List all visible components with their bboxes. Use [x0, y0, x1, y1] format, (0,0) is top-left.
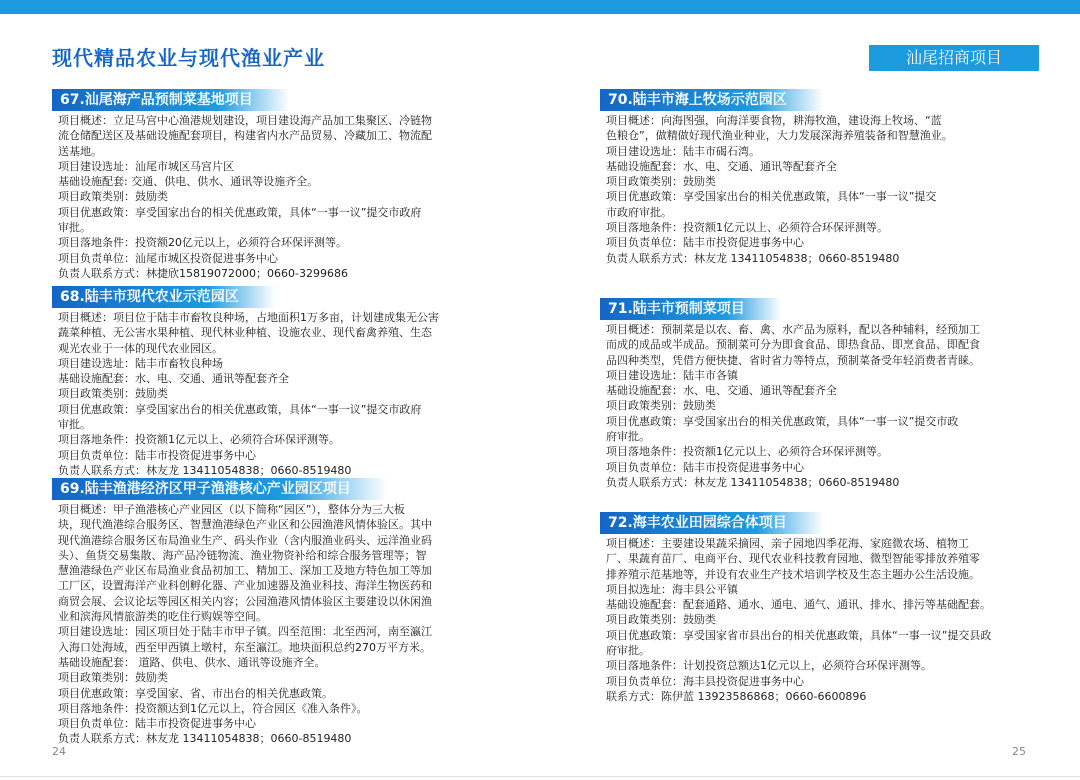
- section-line: 项目政策类别：鼓励类: [606, 399, 716, 413]
- section-line: 厂、果蔬育苗厂、电商平台、现代农业科技教育园地、微型智能零排放养殖零: [606, 552, 980, 566]
- section-heading: 71.陆丰市预制菜项目: [600, 298, 781, 320]
- section-line: 项目建设选址：园区项目处于陆丰市甲子镇。四至范围：北至西河，南至瀛江: [58, 625, 432, 639]
- section-line: 项目负责单位：陆丰市投资促进事务中心: [606, 460, 804, 474]
- section-body: [52, 113, 522, 281]
- section-line: 观光农业于一体的现代农业园区。: [58, 341, 223, 355]
- section-line: 蔬菜种植、无公害水果种植、现代林业种植、设施农业、现代畜禽养殖、生态: [58, 326, 432, 340]
- section-line: 流仓储配送区及基础设施配套项目，构建省内水产品贸易、冷藏加工、物流配: [58, 129, 432, 143]
- section-line: 项目优惠政策：享受国家省市县出台的相关优惠政策，具体“一事一议”提交县政: [606, 628, 992, 642]
- section-line: 府审批。: [606, 644, 650, 658]
- section-line: 联系方式：陈伊蓝 13923586868；0660-6600896: [606, 689, 867, 703]
- section-line: 项目政策类别：鼓励类: [606, 175, 716, 189]
- section-line: 项目建设选址：陆丰市各镇: [606, 368, 738, 382]
- section-line: 项目负责单位：陆丰市投资促进事务中心: [606, 236, 804, 250]
- section-line: 排养殖示范基地等，并设有农业生产技术培训学校及生态主题办公生活设施。: [606, 567, 980, 581]
- section-line: 府审批。: [606, 430, 650, 444]
- section-line: 项目优惠政策：享受国家出台的相关优惠政策，具体“一事一议”提交市政府: [58, 205, 422, 219]
- section-line: 项目概述：甲子渔港核心产业园区（以下简称“园区”），整体分为三大板: [58, 503, 405, 516]
- section-heading: 72.海丰农业田园综合体项目: [600, 512, 823, 534]
- section-line: 项目优惠政策：享受国家出台的相关优惠政策，具体“一事一议”提交市政: [606, 414, 959, 428]
- section-line: 基础设施配套： 道路、供电、供水、通讯等设施齐全。: [58, 655, 326, 669]
- section-line: 负责人联系方式：林捷欣15819072000；0660-3299686: [58, 266, 348, 280]
- section-line: 负责人联系方式：林友龙 13411054838；0660-8519480: [606, 251, 900, 265]
- section-line: 慧渔港绿色产业区布局渔业食品初加工、精加工、深加工及地方特色加工等加: [58, 564, 432, 578]
- section-line: 负责人联系方式：林友龙 13411054838；0660-8519480: [58, 732, 352, 746]
- section-line: 项目政策类别：鼓励类: [58, 671, 168, 685]
- bottom-divider: [0, 776, 1080, 777]
- section-line: 业和滨海风情旅游类的吃住行购娱等空间。: [58, 610, 267, 624]
- section-line: 项目建设选址：陆丰市畜牧良种场: [58, 356, 223, 370]
- section-body: [52, 310, 522, 478]
- section-line: 送基地。: [58, 144, 102, 158]
- section-line: 项目概述：向海图强，向海洋要食物，耕海牧渔，建设海上牧场、“蓝: [606, 114, 942, 127]
- section-line: 项目负责单位：海丰县投资促进事务中心: [606, 674, 804, 688]
- section-line: 项目优惠政策：享受国家、省、市出台的相关优惠政策。: [58, 686, 333, 700]
- section-body: [600, 322, 1040, 490]
- section-line: 项目建设选址：汕尾市城区马宫片区: [58, 159, 234, 173]
- section-line: 负责人联系方式：林友龙 13411054838；0660-8519480: [606, 475, 900, 489]
- section-line: 项目政策类别：鼓励类: [58, 387, 168, 401]
- section-line: 审批。: [58, 418, 91, 432]
- section-line: 项目落地条件：投资额20亿元以上，必须符合环保评测等。: [58, 236, 347, 250]
- section-line: 品四种类型，凭借方便快捷、省时省力等特点，预制菜备受年轻消费者青睐。: [606, 353, 980, 367]
- section-body: [52, 502, 522, 747]
- section-line: 项目优惠政策：享受国家出台的相关优惠政策，具体“一事一议”提交市政府: [58, 402, 422, 416]
- section-line: 而成的成品或半成品。预制菜可分为即食食品、即热食品、即烹食品、即配食: [606, 338, 980, 352]
- top-accent-bar: [0, 0, 1080, 14]
- project-section: [52, 89, 522, 281]
- section-heading: 68.陆丰市现代农业示范园区: [52, 286, 275, 308]
- section-body: [600, 113, 1040, 266]
- section-line: 项目拟选址：海丰县公平镇: [606, 582, 738, 596]
- page-title: 现代精品农业与现代渔业产业: [52, 46, 325, 70]
- section-line: 色粮仓”，做精做好现代渔业种业，大力发展深海养殖装备和智慧渔业。: [606, 129, 953, 143]
- section-line: 基础设施配套: 交通、供电、供水、通讯等设施齐全。: [58, 175, 319, 189]
- page-number: 24: [52, 745, 66, 758]
- project-section: [600, 512, 1040, 704]
- section-body: [600, 536, 1040, 704]
- section-line: 项目概述：主要建设果蔬采摘园、亲子园地四季花海、家庭微农场、植物工: [606, 537, 969, 550]
- section-line: 项目负责单位：汕尾市城区投资促进事务中心: [58, 251, 278, 265]
- section-line: 头）、鱼货交易集散、海产品冷链物流、渔业物资补给和综合服务管理等；智: [58, 548, 427, 562]
- project-section: [52, 286, 522, 478]
- project-section: [600, 298, 1040, 490]
- section-line: 项目落地条件：投资额1亿元以上、必须符合环保评测等。: [58, 433, 340, 447]
- section-line: 项目落地条件：投资额达到1亿元以上，符合园区《准入条件》。: [58, 701, 368, 715]
- section-line: 市政府审批。: [606, 205, 672, 219]
- project-section: [52, 478, 522, 747]
- section-line: 负责人联系方式：林友龙 13411054838；0660-8519480: [58, 463, 352, 477]
- section-line: 现代渔港综合服务区布局渔业生产、码头作业（含内服渔业码头、远洋渔业码: [58, 533, 432, 547]
- section-line: 项目概述：立足马宫中心渔港规划建设，项目建设海产品加工集聚区、冷链物: [58, 114, 432, 127]
- section-line: 审批。: [58, 221, 91, 235]
- project-section: [600, 89, 1040, 266]
- section-line: 项目政策类别：鼓励类: [606, 613, 716, 627]
- section-heading: 69.陆丰渔港经济区甲子渔港核心产业园区项目: [52, 478, 387, 500]
- section-line: 项目概述：项目位于陆丰市畜牧良种场，占地面积1万多亩，计划建成集无公害: [58, 311, 439, 324]
- section-line: 项目建设选址：陆丰市碣石湾。: [606, 144, 760, 158]
- section-line: 项目落地条件：投资额1亿元以上、必须符合环保评测等。: [606, 445, 888, 459]
- section-line: 项目负责单位：陆丰市投资促进事务中心: [58, 717, 256, 731]
- section-line: 基础设施配套：水、电、交通、通讯等配套齐全: [606, 159, 837, 173]
- page-number: 25: [1012, 745, 1026, 758]
- section-line: 基础设施配套：水、电、交通、通讯等配套齐全: [58, 372, 289, 386]
- section-line: 项目政策类别：鼓励类: [58, 190, 168, 204]
- section-line: 商贸会展、会议论坛等园区相关内容；公园渔港风情体验区主要建设以休闲渔: [58, 594, 432, 608]
- section-heading: 67.汕尾海产品预制菜基地项目: [52, 89, 289, 111]
- section-line: 入海口处海域，西至甲西镇上墩村，东至瀛江。地块面积总约270万平方米。: [58, 640, 431, 654]
- section-line: 工厂区，设置海洋产业科创孵化器、产业加速器及渔业科技、海洋生物医药和: [58, 579, 432, 593]
- section-line: 项目负责单位：陆丰市投资促进事务中心: [58, 448, 256, 462]
- section-line: 项目优惠政策：享受国家出台的相关优惠政策，具体“一事一议”提交: [606, 190, 937, 204]
- section-heading: 70.陆丰市海上牧场示范园区: [600, 89, 823, 111]
- section-line: 项目落地条件：投资额1亿元以上、必须符合环保评测等。: [606, 221, 888, 235]
- brand-tag: 汕尾招商项目: [869, 45, 1039, 71]
- section-line: 块，现代渔港综合服务区、智慧渔港绿色产业区和公园渔港风情体验区。其中: [58, 518, 432, 532]
- section-line: 项目概述：预制菜是以农、畜、禽、水产品为原料，配以各种辅料，经预加工: [606, 323, 980, 336]
- section-line: 基础设施配套：水、电、交通、通讯等配套齐全: [606, 384, 837, 398]
- section-line: 基础设施配套：配套通路、通水、通电、通气、通讯、排水、排污等基础配套。: [606, 598, 991, 612]
- section-line: 项目落地条件：计划投资总额达1亿元以上，必须符合环保评测等。: [606, 659, 932, 673]
